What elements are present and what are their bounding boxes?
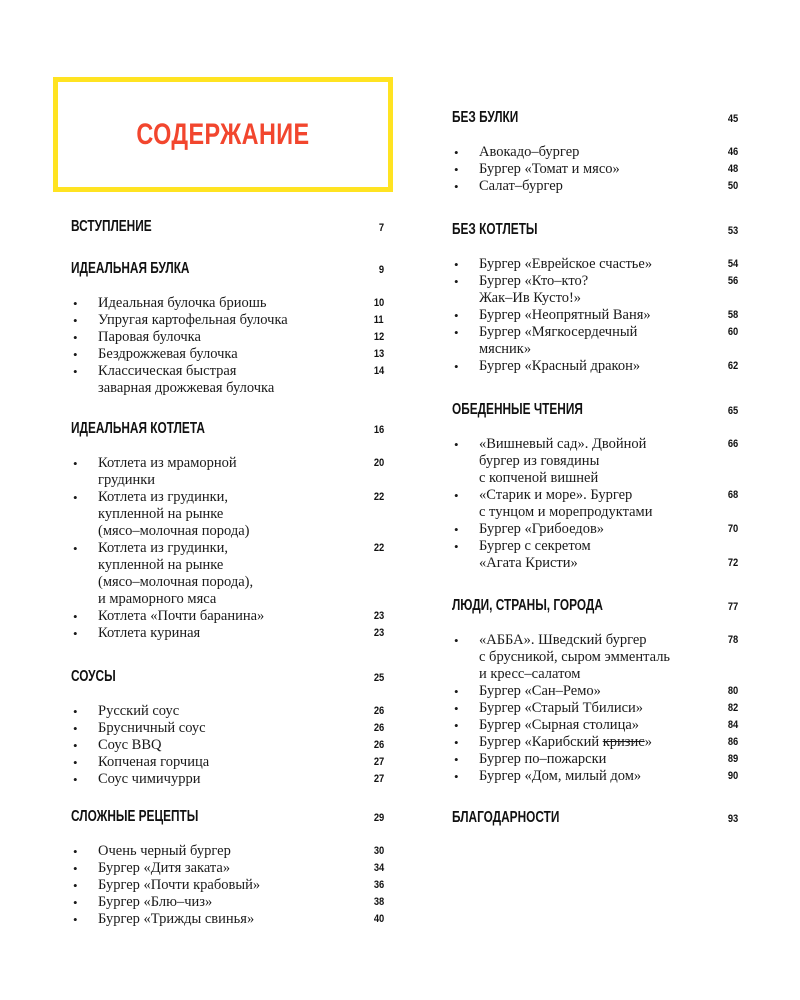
list-item[interactable] bbox=[71, 771, 384, 788]
list-item[interactable] bbox=[71, 911, 384, 928]
section-title: СОУСЫ bbox=[71, 668, 116, 685]
list-item[interactable] bbox=[452, 700, 738, 717]
section-title: БЛАГОДАРНОСТИ bbox=[452, 809, 560, 826]
section-4 bbox=[452, 809, 738, 831]
section-items bbox=[71, 455, 384, 642]
item-page-number: 80 bbox=[727, 685, 738, 697]
item-page-number: 84 bbox=[727, 719, 738, 731]
list-item[interactable] bbox=[452, 161, 738, 178]
section-heading[interactable] bbox=[71, 420, 384, 442]
section-heading[interactable] bbox=[452, 597, 738, 619]
item-title: • Бургер «Блю–чиз» bbox=[98, 894, 213, 910]
item-title: • Бургер «Дитя заката» bbox=[98, 860, 231, 876]
item-page-number: 26 bbox=[373, 739, 384, 751]
page-title: СОДЕРЖАНИЕ bbox=[136, 117, 310, 151]
list-item[interactable] bbox=[71, 608, 384, 625]
section-3 bbox=[71, 668, 384, 788]
item-page-number: 22 bbox=[373, 491, 384, 503]
item-title: • Бургер по–пожарски bbox=[479, 751, 607, 767]
list-item[interactable] bbox=[452, 487, 738, 521]
item-page-number: 14 bbox=[373, 365, 384, 377]
item-title: • «Старик и море». Бургер с тунцом и морепродуктами bbox=[479, 487, 653, 520]
list-item[interactable] bbox=[452, 538, 738, 572]
section-title: СЛОЖНЫЕ РЕЦЕПТЫ bbox=[71, 808, 199, 825]
item-title: • Котлета «Почти баранина» bbox=[98, 608, 265, 624]
item-page-number: 66 bbox=[727, 438, 738, 450]
item-title: • Бургер «Сан–Ремо» bbox=[479, 683, 601, 699]
item-title: • Бургер «Дом, милый дом» bbox=[479, 768, 642, 784]
section-heading[interactable] bbox=[71, 808, 384, 830]
item-page-number: 78 bbox=[727, 634, 738, 646]
section-items bbox=[452, 144, 738, 195]
list-item[interactable] bbox=[71, 540, 384, 608]
item-page-number: 10 bbox=[373, 297, 384, 309]
section-2 bbox=[71, 420, 384, 642]
item-page-number: 89 bbox=[727, 753, 738, 765]
list-item[interactable] bbox=[71, 720, 384, 737]
item-page-number: 38 bbox=[373, 896, 384, 908]
list-item[interactable] bbox=[71, 363, 384, 397]
section-3 bbox=[452, 597, 738, 785]
item-page-number: 56 bbox=[727, 275, 738, 287]
item-title: • «АББА». Шведский бургер с брусникой, сыром эмменталь и кресс–салатом bbox=[479, 632, 671, 682]
item-title: • «Вишневый сад». Двойной бургер из говядины с копченой вишней bbox=[479, 436, 647, 486]
item-page-number: 26 bbox=[373, 722, 384, 734]
item-title: • Бургер «Грибоедов» bbox=[479, 521, 605, 537]
item-page-number: 20 bbox=[373, 457, 384, 469]
item-title: • Котлета из грудинки, купленной на рынке (мясо–молочная порода), и мраморного мяса bbox=[98, 540, 254, 607]
item-page-number: 70 bbox=[727, 523, 738, 535]
item-title: • Классическая быстрая заварная дрожжевая булочка bbox=[98, 363, 275, 396]
section-heading[interactable] bbox=[452, 809, 738, 831]
item-page-number: 60 bbox=[727, 326, 738, 338]
item-page-number: 72 bbox=[727, 557, 738, 569]
item-page-number: 48 bbox=[727, 163, 738, 175]
list-item[interactable] bbox=[71, 312, 384, 329]
item-page-number: 11 bbox=[374, 314, 384, 326]
item-title: • Очень черный бургер bbox=[98, 843, 231, 859]
contents-title-box bbox=[53, 77, 393, 192]
section-page-number: 53 bbox=[727, 225, 738, 237]
section-2 bbox=[452, 401, 738, 572]
list-item[interactable] bbox=[452, 717, 738, 734]
list-item[interactable] bbox=[71, 877, 384, 894]
section-items bbox=[71, 703, 384, 788]
item-page-number: 50 bbox=[727, 180, 738, 192]
item-page-number: 62 bbox=[727, 360, 738, 372]
item-page-number: 26 bbox=[373, 705, 384, 717]
item-title: • Русский соус bbox=[98, 703, 180, 719]
item-title-end: » bbox=[644, 734, 652, 750]
item-title: • Бургер «Томат и мясо» bbox=[479, 161, 620, 177]
list-item[interactable] bbox=[452, 144, 738, 161]
section-page-number: 16 bbox=[373, 424, 384, 436]
item-page-number: 12 bbox=[373, 331, 384, 343]
item-title: • Бургер «Еврейское счастье» bbox=[479, 256, 653, 272]
item-page-number: 46 bbox=[727, 146, 738, 158]
section-page-number: 93 bbox=[727, 813, 738, 825]
list-item[interactable] bbox=[452, 751, 738, 768]
list-item[interactable] bbox=[71, 894, 384, 911]
item-page-number: 30 bbox=[373, 845, 384, 857]
item-page-number: 23 bbox=[373, 627, 384, 639]
item-title: • Бургер «Кто–кто? Жак–Ив Кусто!» bbox=[479, 273, 589, 306]
list-item[interactable] bbox=[71, 754, 384, 771]
section-items bbox=[452, 256, 738, 375]
item-page-number: 54 bbox=[727, 258, 738, 270]
item-title-struck: кризис bbox=[602, 734, 645, 750]
item-title: • Котлета из грудинки, купленной на рынке (мясо–молочная порода) bbox=[98, 489, 250, 539]
item-title: • Идеальная булочка бриошь bbox=[98, 295, 267, 311]
item-title: • Упругая картофельная булочка bbox=[98, 312, 288, 328]
section-heading[interactable] bbox=[71, 218, 384, 240]
section-title: ЛЮДИ, СТРАНЫ, ГОРОДА bbox=[452, 597, 603, 614]
item-title-part: Бургер «Карибский bbox=[479, 734, 603, 750]
list-item[interactable] bbox=[71, 703, 384, 720]
section-page-number: 9 bbox=[378, 264, 384, 276]
item-page-number: 90 bbox=[727, 770, 738, 782]
list-item[interactable] bbox=[71, 329, 384, 346]
item-title: • Соус чимичурри bbox=[98, 771, 201, 787]
section-title: БЕЗ КОТЛЕТЫ bbox=[452, 221, 538, 238]
list-item[interactable] bbox=[452, 324, 738, 358]
item-title: • Котлета из мраморной грудинки bbox=[98, 455, 237, 488]
list-item[interactable] bbox=[71, 295, 384, 312]
item-title: • Паровая булочка bbox=[98, 329, 201, 345]
list-item[interactable] bbox=[71, 737, 384, 754]
section-page-number: 25 bbox=[373, 672, 384, 684]
item-page-number: 68 bbox=[727, 489, 738, 501]
item-page-number: 58 bbox=[727, 309, 738, 321]
section-heading[interactable] bbox=[71, 668, 384, 690]
section-page-number: 77 bbox=[727, 601, 738, 613]
section-page-number: 65 bbox=[727, 405, 738, 417]
section-title: ОБЕДЕННЫЕ ЧТЕНИЯ bbox=[452, 401, 583, 418]
item-title: • Бургер «Старый Тбилиси» bbox=[479, 700, 644, 716]
item-page-number: 86 bbox=[727, 736, 738, 748]
section-items bbox=[71, 843, 384, 928]
section-heading[interactable] bbox=[452, 221, 738, 243]
item-title: • Копченая горчица bbox=[98, 754, 210, 770]
item-title: • Брусничный соус bbox=[98, 720, 206, 736]
list-item[interactable] bbox=[71, 346, 384, 363]
section-title: ИДЕАЛЬНАЯ БУЛКА bbox=[71, 260, 190, 277]
section-items bbox=[452, 436, 738, 572]
item-page-number: 82 bbox=[727, 702, 738, 714]
list-item[interactable] bbox=[452, 683, 738, 700]
list-item[interactable] bbox=[452, 768, 738, 785]
section-0 bbox=[71, 218, 384, 240]
item-title: • Соус BBQ bbox=[98, 737, 162, 753]
section-title: ИДЕАЛЬНАЯ КОТЛЕТА bbox=[71, 420, 205, 437]
item-title: • Бургер «Почти крабовый» bbox=[98, 877, 261, 893]
item-page-number: 23 bbox=[373, 610, 384, 622]
section-page-number: 29 bbox=[373, 812, 384, 824]
list-item[interactable] bbox=[452, 521, 738, 538]
list-item[interactable] bbox=[71, 843, 384, 860]
item-title bbox=[479, 734, 702, 751]
item-title: • Бургер «Неопрятный Ваня» bbox=[479, 307, 651, 323]
section-heading[interactable] bbox=[71, 260, 384, 282]
list-item[interactable] bbox=[452, 632, 738, 683]
item-title: • Бургер «Сырная столица» bbox=[479, 717, 640, 733]
list-item[interactable] bbox=[452, 273, 738, 307]
item-page-number: 13 bbox=[373, 348, 384, 360]
item-page-number: 22 bbox=[373, 542, 384, 554]
item-title: • Бургер «Красный дракон» bbox=[479, 358, 641, 374]
item-page-number: 40 bbox=[373, 913, 384, 925]
item-title: • Бургер «Трижды свинья» bbox=[98, 911, 255, 927]
section-items bbox=[71, 295, 384, 397]
item-page-number: 27 bbox=[373, 756, 384, 768]
list-item[interactable] bbox=[71, 860, 384, 877]
list-item[interactable] bbox=[452, 178, 738, 195]
list-item[interactable] bbox=[71, 625, 384, 642]
section-1 bbox=[452, 221, 738, 375]
item-title: • Бургер с секретом «Агата Кристи» bbox=[479, 538, 591, 571]
list-item[interactable] bbox=[452, 307, 738, 324]
section-title: ВСТУПЛЕНИЕ bbox=[71, 218, 152, 235]
section-heading[interactable] bbox=[452, 401, 738, 423]
section-0 bbox=[452, 109, 738, 195]
item-title: • Салат–бургер bbox=[479, 178, 563, 194]
list-item[interactable] bbox=[71, 489, 384, 540]
list-item[interactable] bbox=[452, 358, 738, 375]
item-title: • Котлета куриная bbox=[98, 625, 201, 641]
item-page-number: 36 bbox=[373, 879, 384, 891]
section-heading[interactable] bbox=[452, 109, 738, 131]
section-page-number: 7 bbox=[378, 222, 384, 234]
list-item[interactable] bbox=[452, 734, 738, 751]
list-item[interactable] bbox=[452, 436, 738, 487]
section-4 bbox=[71, 808, 384, 928]
section-page-number: 45 bbox=[727, 113, 738, 125]
list-item[interactable] bbox=[452, 256, 738, 273]
item-page-number: 27 bbox=[373, 773, 384, 785]
item-page-number: 34 bbox=[373, 862, 384, 874]
section-1 bbox=[71, 260, 384, 397]
list-item[interactable] bbox=[71, 455, 384, 489]
section-title: БЕЗ БУЛКИ bbox=[452, 109, 519, 126]
item-title: • Бездрожжевая булочка bbox=[98, 346, 238, 362]
item-title: • Бургер «Мягкосердечный мясник» bbox=[479, 324, 638, 357]
item-title: • Авокадо–бургер bbox=[479, 144, 580, 160]
section-items bbox=[452, 632, 738, 785]
